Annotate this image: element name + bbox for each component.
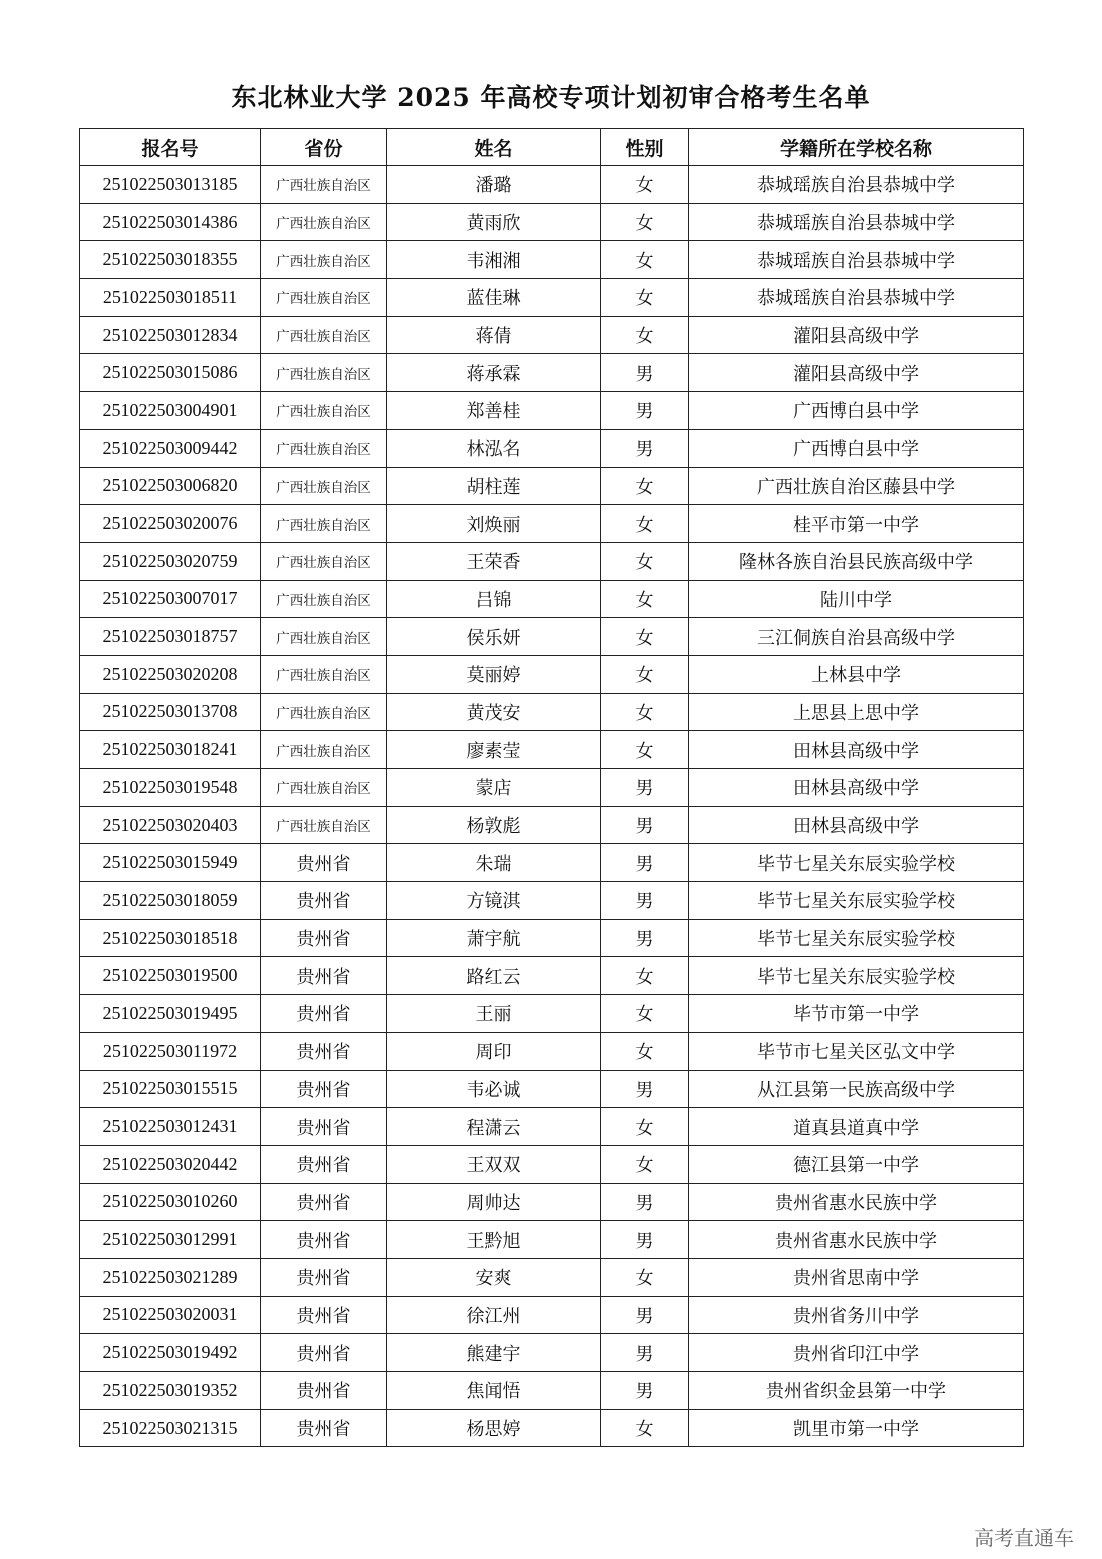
cell-registration-no: 251022503010260: [80, 1183, 261, 1221]
header-school: 学籍所在学校名称: [689, 129, 1024, 166]
cell-school: 毕节市七星关区弘文中学: [689, 1032, 1024, 1070]
cell-school: 贵州省惠水民族中学: [689, 1183, 1024, 1221]
cell-school: 从江县第一民族高级中学: [689, 1070, 1024, 1108]
cell-school: 上思县上思中学: [689, 693, 1024, 731]
cell-name: 莫丽婷: [387, 655, 601, 693]
cell-school: 贵州省思南中学: [689, 1258, 1024, 1296]
cell-name: 蒋倩: [387, 316, 601, 354]
cell-registration-no: 251022503019548: [80, 769, 261, 807]
cell-registration-no: 251022503020442: [80, 1145, 261, 1183]
cell-school: 恭城瑶族自治县恭城中学: [689, 203, 1024, 241]
table-row: [80, 505, 1024, 543]
cell-province: 广西壮族自治区: [261, 166, 387, 204]
cell-school: 恭城瑶族自治县恭城中学: [689, 166, 1024, 204]
cell-registration-no: 251022503006820: [80, 467, 261, 505]
cell-school: 陆川中学: [689, 580, 1024, 618]
cell-school: 贵州省印江中学: [689, 1334, 1024, 1372]
cell-name: 萧宇航: [387, 919, 601, 957]
cell-registration-no: 251022503007017: [80, 580, 261, 618]
cell-gender: 女: [601, 241, 689, 279]
cell-school: 广西壮族自治区藤县中学: [689, 467, 1024, 505]
cell-province: 贵州省: [261, 1296, 387, 1334]
table-row: [80, 919, 1024, 957]
table-row: [80, 1372, 1024, 1410]
cell-registration-no: 251022503014386: [80, 203, 261, 241]
cell-gender: 男: [601, 882, 689, 920]
cell-registration-no: 251022503019352: [80, 1372, 261, 1410]
table-row: [80, 203, 1024, 241]
cell-registration-no: 251022503018355: [80, 241, 261, 279]
table-row: [80, 316, 1024, 354]
cell-gender: 男: [601, 1372, 689, 1410]
cell-name: 韦湘湘: [387, 241, 601, 279]
cell-name: 潘璐: [387, 166, 601, 204]
document-title: 东北林业大学 2025 年高校专项计划初审合格考生名单: [231, 83, 871, 112]
cell-gender: 男: [601, 1221, 689, 1259]
table-row: [80, 429, 1024, 467]
cell-province: 广西壮族自治区: [261, 354, 387, 392]
cell-gender: 男: [601, 769, 689, 807]
cell-name: 朱瑞: [387, 844, 601, 882]
cell-province: 贵州省: [261, 919, 387, 957]
cell-gender: 女: [601, 1032, 689, 1070]
cell-province: 广西壮族自治区: [261, 429, 387, 467]
cell-name: 刘焕丽: [387, 505, 601, 543]
cell-school: 广西博白县中学: [689, 429, 1024, 467]
cell-province: 广西壮族自治区: [261, 542, 387, 580]
cell-name: 郑善桂: [387, 392, 601, 430]
cell-gender: 女: [601, 693, 689, 731]
cell-name: 黄茂安: [387, 693, 601, 731]
cell-province: 贵州省: [261, 1334, 387, 1372]
cell-province: 广西壮族自治区: [261, 693, 387, 731]
cell-province: 广西壮族自治区: [261, 580, 387, 618]
cell-registration-no: 251022503019495: [80, 995, 261, 1033]
cell-gender: 男: [601, 1070, 689, 1108]
cell-school: 毕节七星关东辰实验学校: [689, 882, 1024, 920]
cell-school: 田林县高级中学: [689, 806, 1024, 844]
cell-registration-no: 251022503018511: [80, 279, 261, 317]
cell-name: 林泓名: [387, 429, 601, 467]
table-row: [80, 844, 1024, 882]
cell-gender: 女: [601, 542, 689, 580]
cell-school: 恭城瑶族自治县恭城中学: [689, 279, 1024, 317]
cell-gender: 女: [601, 995, 689, 1033]
cell-registration-no: 251022503018241: [80, 731, 261, 769]
cell-school: 贵州省惠水民族中学: [689, 1221, 1024, 1259]
cell-school: 毕节七星关东辰实验学校: [689, 919, 1024, 957]
header-gender: 性别: [601, 129, 689, 166]
cell-name: 黄雨欣: [387, 203, 601, 241]
cell-school: 毕节七星关东辰实验学校: [689, 844, 1024, 882]
table-row: [80, 1070, 1024, 1108]
cell-province: 贵州省: [261, 1032, 387, 1070]
cell-province: 广西壮族自治区: [261, 392, 387, 430]
header-registration-no: 报名号: [80, 129, 261, 166]
cell-gender: 女: [601, 618, 689, 656]
table-row: [80, 580, 1024, 618]
cell-registration-no: 251022503015086: [80, 354, 261, 392]
cell-gender: 女: [601, 1108, 689, 1146]
cell-name: 周帅达: [387, 1183, 601, 1221]
cell-gender: 女: [601, 1258, 689, 1296]
watermark: 高考直通车: [974, 1526, 1074, 1550]
cell-school: 上林县中学: [689, 655, 1024, 693]
header-province: 省份: [261, 129, 387, 166]
cell-province: 贵州省: [261, 882, 387, 920]
cell-province: 广西壮族自治区: [261, 806, 387, 844]
cell-gender: 男: [601, 429, 689, 467]
cell-school: 贵州省务川中学: [689, 1296, 1024, 1334]
cell-name: 韦必诚: [387, 1070, 601, 1108]
cell-name: 侯乐妍: [387, 618, 601, 656]
cell-province: 贵州省: [261, 1070, 387, 1108]
cell-name: 周印: [387, 1032, 601, 1070]
cell-registration-no: 251022503013185: [80, 166, 261, 204]
cell-registration-no: 251022503015515: [80, 1070, 261, 1108]
cell-school: 田林县高级中学: [689, 769, 1024, 807]
cell-name: 焦闻悟: [387, 1372, 601, 1410]
cell-gender: 男: [601, 1183, 689, 1221]
cell-registration-no: 251022503019492: [80, 1334, 261, 1372]
cell-school: 灌阳县高级中学: [689, 354, 1024, 392]
cell-registration-no: 251022503020076: [80, 505, 261, 543]
table-row: [80, 166, 1024, 204]
cell-name: 安爽: [387, 1258, 601, 1296]
table-row: [80, 241, 1024, 279]
cell-registration-no: 251022503021289: [80, 1258, 261, 1296]
cell-registration-no: 251022503012991: [80, 1221, 261, 1259]
cell-province: 贵州省: [261, 1108, 387, 1146]
cell-province: 贵州省: [261, 1258, 387, 1296]
cell-name: 蒙店: [387, 769, 601, 807]
table-row: [80, 1145, 1024, 1183]
table-row: [80, 542, 1024, 580]
cell-name: 蓝佳琳: [387, 279, 601, 317]
cell-registration-no: 251022503015949: [80, 844, 261, 882]
cell-name: 王黔旭: [387, 1221, 601, 1259]
table-row: [80, 769, 1024, 807]
cell-gender: 女: [601, 580, 689, 618]
cell-name: 廖素莹: [387, 731, 601, 769]
cell-registration-no: 251022503020208: [80, 655, 261, 693]
cell-province: 广西壮族自治区: [261, 279, 387, 317]
table-row: [80, 1032, 1024, 1070]
table-row: [80, 354, 1024, 392]
table-row: [80, 392, 1024, 430]
cell-gender: 男: [601, 354, 689, 392]
cell-registration-no: 251022503018757: [80, 618, 261, 656]
cell-gender: 男: [601, 806, 689, 844]
cell-school: 毕节市第一中学: [689, 995, 1024, 1033]
header-name: 姓名: [387, 129, 601, 166]
cell-registration-no: 251022503009442: [80, 429, 261, 467]
cell-gender: 女: [601, 467, 689, 505]
cell-province: 广西壮族自治区: [261, 769, 387, 807]
cell-registration-no: 251022503020403: [80, 806, 261, 844]
cell-gender: 女: [601, 731, 689, 769]
cell-school: 凯里市第一中学: [689, 1409, 1024, 1447]
cell-school: 隆林各族自治县民族高级中学: [689, 542, 1024, 580]
cell-province: 广西壮族自治区: [261, 731, 387, 769]
table-row: [80, 1183, 1024, 1221]
cell-registration-no: 251022503012834: [80, 316, 261, 354]
table-row: [80, 1258, 1024, 1296]
table-row: [80, 995, 1024, 1033]
candidate-table: [79, 128, 1024, 1447]
cell-gender: 女: [601, 1145, 689, 1183]
cell-province: 贵州省: [261, 844, 387, 882]
cell-registration-no: 251022503004901: [80, 392, 261, 430]
cell-gender: 男: [601, 392, 689, 430]
cell-name: 杨思婷: [387, 1409, 601, 1447]
cell-gender: 女: [601, 957, 689, 995]
table-row: [80, 1296, 1024, 1334]
cell-name: 熊建宇: [387, 1334, 601, 1372]
cell-registration-no: 251022503018059: [80, 882, 261, 920]
table-row: [80, 1409, 1024, 1447]
cell-name: 王荣香: [387, 542, 601, 580]
cell-province: 贵州省: [261, 1183, 387, 1221]
cell-school: 田林县高级中学: [689, 731, 1024, 769]
cell-province: 广西壮族自治区: [261, 316, 387, 354]
cell-school: 德江县第一中学: [689, 1145, 1024, 1183]
table-row: [80, 882, 1024, 920]
cell-province: 贵州省: [261, 1221, 387, 1259]
table-row: [80, 467, 1024, 505]
cell-province: 广西壮族自治区: [261, 203, 387, 241]
cell-registration-no: 251022503011972: [80, 1032, 261, 1070]
cell-gender: 男: [601, 844, 689, 882]
cell-province: 贵州省: [261, 1145, 387, 1183]
cell-gender: 女: [601, 279, 689, 317]
cell-gender: 女: [601, 505, 689, 543]
cell-registration-no: 251022503020759: [80, 542, 261, 580]
cell-gender: 女: [601, 166, 689, 204]
cell-gender: 男: [601, 1334, 689, 1372]
cell-province: 广西壮族自治区: [261, 467, 387, 505]
cell-school: 桂平市第一中学: [689, 505, 1024, 543]
cell-gender: 女: [601, 655, 689, 693]
cell-province: 广西壮族自治区: [261, 505, 387, 543]
cell-school: 道真县道真中学: [689, 1108, 1024, 1146]
cell-province: 广西壮族自治区: [261, 618, 387, 656]
cell-name: 蒋承霖: [387, 354, 601, 392]
cell-province: 贵州省: [261, 1372, 387, 1410]
cell-province: 贵州省: [261, 957, 387, 995]
cell-registration-no: 251022503019500: [80, 957, 261, 995]
cell-name: 徐江州: [387, 1296, 601, 1334]
cell-school: 广西博白县中学: [689, 392, 1024, 430]
cell-gender: 女: [601, 316, 689, 354]
cell-province: 贵州省: [261, 995, 387, 1033]
cell-name: 方镜淇: [387, 882, 601, 920]
table-row: [80, 957, 1024, 995]
table-row: [80, 806, 1024, 844]
cell-registration-no: 251022503012431: [80, 1108, 261, 1146]
table-row: [80, 1108, 1024, 1146]
cell-gender: 男: [601, 919, 689, 957]
cell-name: 胡柱莲: [387, 467, 601, 505]
cell-gender: 女: [601, 203, 689, 241]
table-body: [80, 166, 1024, 1447]
cell-name: 吕锦: [387, 580, 601, 618]
cell-registration-no: 251022503020031: [80, 1296, 261, 1334]
cell-name: 王丽: [387, 995, 601, 1033]
table-row: [80, 1334, 1024, 1372]
table-header-row: [80, 129, 1024, 166]
cell-registration-no: 251022503021315: [80, 1409, 261, 1447]
cell-province: 广西壮族自治区: [261, 241, 387, 279]
cell-school: 恭城瑶族自治县恭城中学: [689, 241, 1024, 279]
table-row: [80, 618, 1024, 656]
cell-province: 贵州省: [261, 1409, 387, 1447]
cell-registration-no: 251022503013708: [80, 693, 261, 731]
cell-school: 三江侗族自治县高级中学: [689, 618, 1024, 656]
table-row: [80, 1221, 1024, 1259]
table-row: [80, 693, 1024, 731]
cell-name: 路红云: [387, 957, 601, 995]
cell-name: 杨敦彪: [387, 806, 601, 844]
cell-registration-no: 251022503018518: [80, 919, 261, 957]
table-row: [80, 279, 1024, 317]
table-row: [80, 655, 1024, 693]
cell-gender: 女: [601, 1409, 689, 1447]
cell-name: 王双双: [387, 1145, 601, 1183]
cell-name: 程潇云: [387, 1108, 601, 1146]
table-row: [80, 731, 1024, 769]
cell-province: 广西壮族自治区: [261, 655, 387, 693]
cell-school: 毕节七星关东辰实验学校: [689, 957, 1024, 995]
cell-school: 贵州省织金县第一中学: [689, 1372, 1024, 1410]
cell-school: 灌阳县高级中学: [689, 316, 1024, 354]
cell-gender: 男: [601, 1296, 689, 1334]
